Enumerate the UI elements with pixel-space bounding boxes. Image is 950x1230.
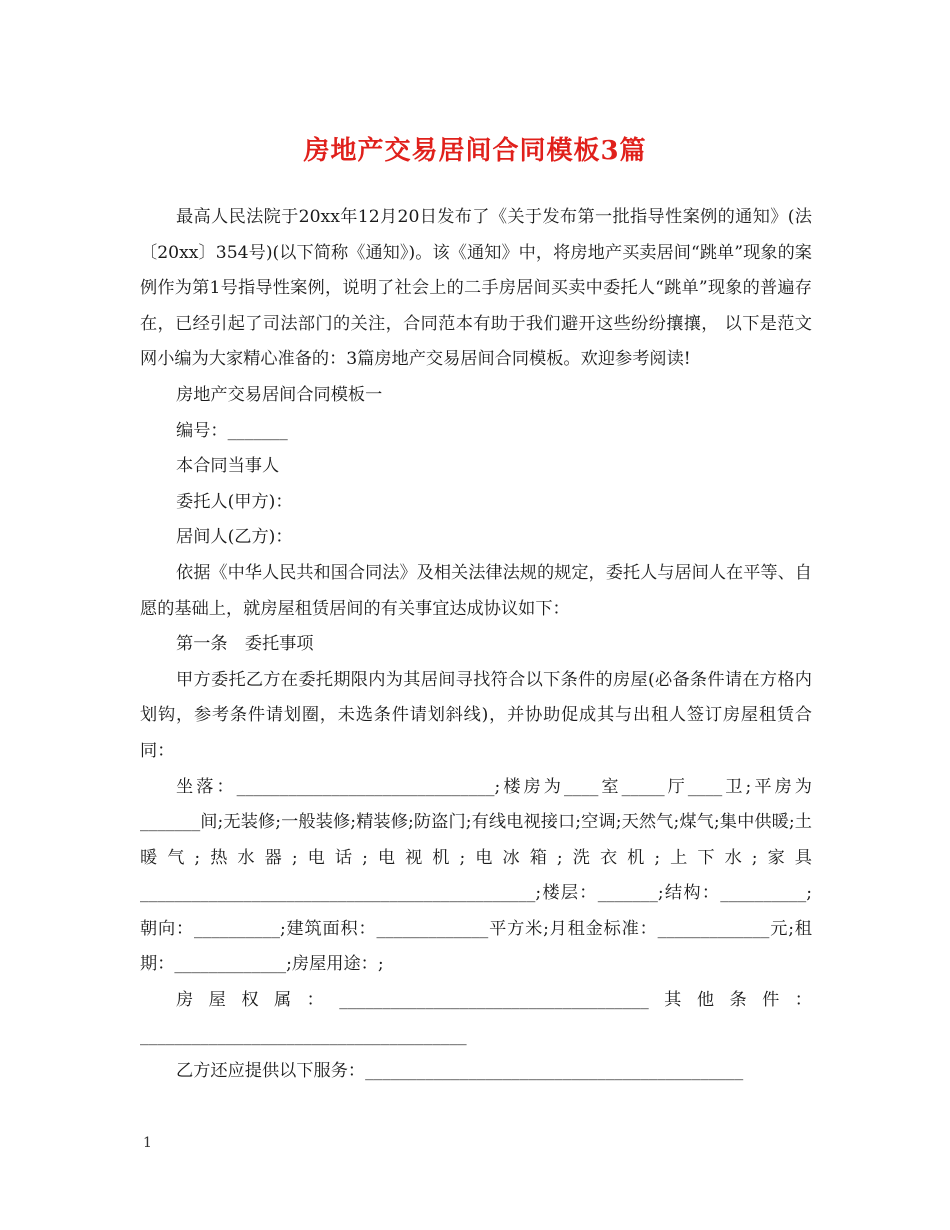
entrust-paragraph: 甲方委托乙方在委托期限内为其居间寻找符合以下条件的房屋(必备条件请在方格内划钩，参考条件请划圈，未选条件请划斜线)，并协助促成其与出租人签订房屋租赁合同： — [140, 669, 812, 761]
legal-basis-paragraph: 依据《中华人民共和国合同法》及相关法律法规的规定，委托人与居间人在平等、自愿的基础上，就房屋租赁居间的有关事宜达成协议如下： — [140, 562, 812, 619]
document-body — [140, 200, 812, 1090]
party-b: 居间人(乙方)： — [176, 527, 293, 548]
page-number: 1 — [143, 1135, 152, 1151]
parties-heading: 本合同当事人 — [176, 456, 280, 477]
ownership-paragraph: 房屋权属：____________________________________其他条件：______________________________________ — [140, 990, 812, 1046]
property-conditions-paragraph: 坐落：______________________________;楼房为____室_____厅____卫;平房为_______间;无装修;一般装修;精装修;防盗门;有线电视接口;空调;天然气;煤气;集中供暖;土暖气;热水器;电话;电视机;电冰箱;洗衣机;上下水;家具______________________________________________;楼层：_______;结构：__________;朝向：__________;建筑面积：_____________平方米;月租金标准：_____________元;租期：_____________;房屋用途：; — [140, 776, 812, 975]
section-heading: 房地产交易居间合同模板一 — [176, 384, 383, 405]
intro-paragraph: 最高人民法院于20xx年12月20日发布了《关于发布第一批指导性案例的通知》(法〔20xx〕354号)(以下简称《通知》)。该《通知》中，将房地产买卖居间“跳单”现象的案例作为第1号指导性案例，说明了社会上的二手房居间买卖中委托人“跳单”现象的普遍存在，已经引起了司法部门的关注，合同范本有助于我们避开这些纷纷攘攘， 以下是范文网小编为大家精心准备的：3篇房地产交易居间合同模板。欢迎参考阅读! — [140, 207, 812, 370]
contract-number: 编号：_______ — [176, 420, 288, 441]
document-title: 房地产交易居间合同模板3篇 — [303, 136, 647, 166]
article-one-heading: 第一条 委托事项 — [176, 634, 314, 655]
party-a: 委托人(甲方)： — [176, 491, 293, 512]
services-paragraph: 乙方还应提供以下服务：____________________________________________ — [176, 1061, 744, 1082]
